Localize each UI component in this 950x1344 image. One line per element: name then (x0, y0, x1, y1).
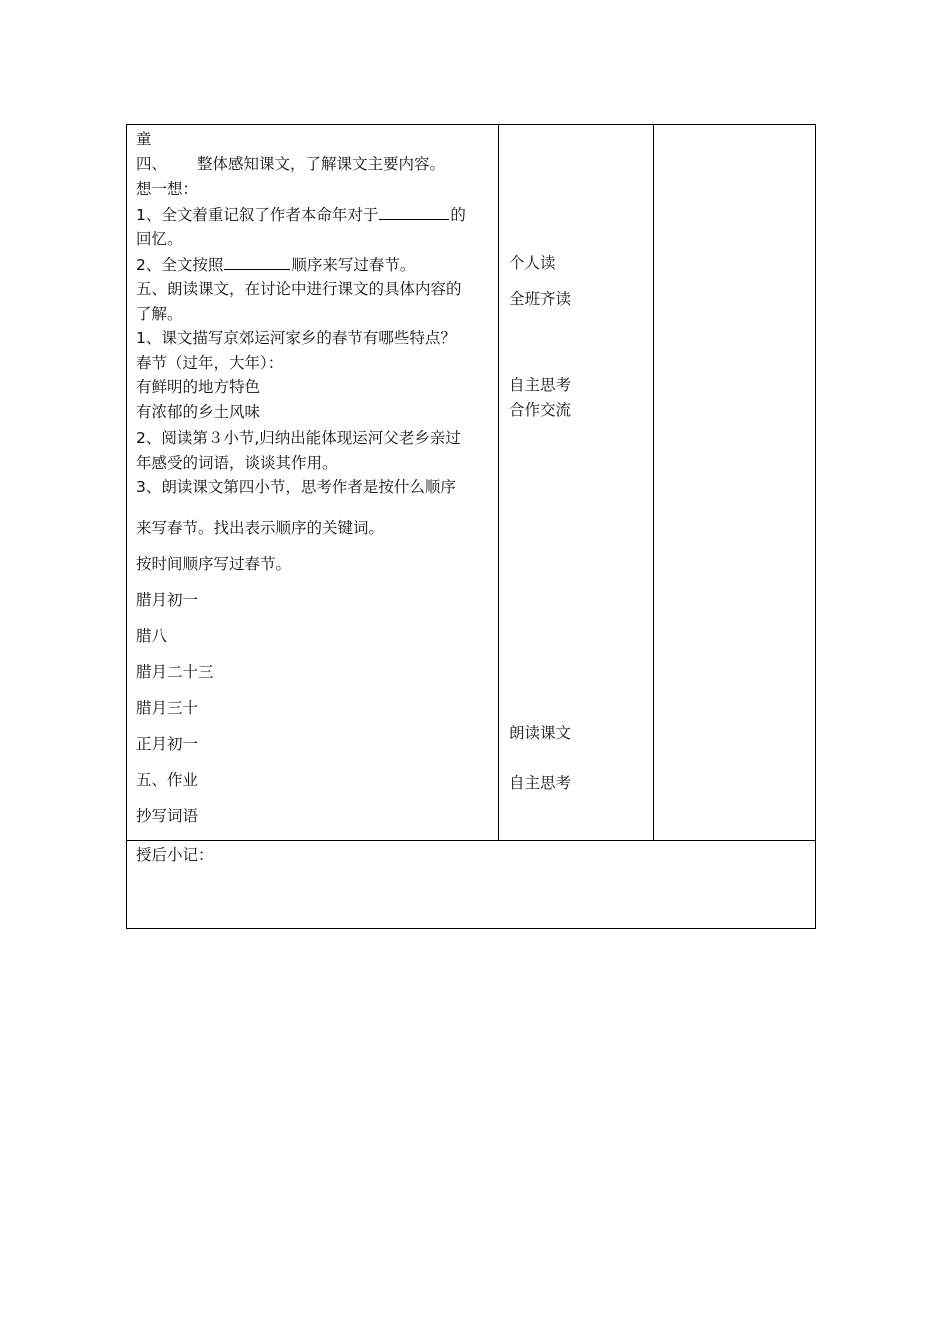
lesson-plan-table (126, 124, 816, 929)
date-item: 腊月初一 (136, 591, 199, 609)
content-line: 有鲜明的地方特色 (136, 378, 261, 396)
content-line: 想一想： (136, 180, 199, 198)
content-line: 年感受的词语，谈谈其作用。 (136, 454, 338, 472)
content-line: 回忆。 (136, 230, 183, 248)
column-divider-1 (498, 125, 499, 841)
content-line: 按时间顺序写过春节。 (136, 555, 292, 573)
post-lesson-notes-label: 授后小记： (136, 846, 214, 864)
content-line: 来写春节。找出表示顺序的关键词。 (136, 519, 385, 537)
question-text: 顺序来写过春节。 (291, 256, 416, 274)
section-heading (136, 154, 445, 174)
fill-blank (224, 254, 290, 270)
content-line: 春节（过年，大年）： (136, 354, 284, 372)
question-line: 1、课文描写京郊运河家乡的春节有哪些特点？ (136, 329, 456, 347)
activity-item: 朗读课文 (509, 724, 572, 742)
question-line (136, 254, 415, 275)
activity-item: 个人读 (509, 254, 556, 272)
question-line (136, 204, 466, 225)
content-line: 童 (136, 130, 152, 148)
date-item: 腊月三十 (136, 699, 199, 717)
section-title: 整体感知课文，了解课文主要内容。 (197, 155, 446, 173)
question-text: 的 (450, 206, 466, 224)
content-line: 抄写词语 (136, 807, 199, 825)
column-divider-2 (653, 125, 654, 841)
fill-blank (379, 204, 449, 220)
question-text: 2、全文按照 (136, 256, 224, 274)
question-line: 3、朗读课文第四小节，思考作者是按什么顺序 (136, 478, 456, 496)
question-line: 2、阅读第３小节,归纳出能体现运河父老乡亲过 (136, 429, 461, 447)
date-item: 腊月二十三 (136, 663, 214, 681)
content-line: 有浓郁的乡土风味 (136, 403, 261, 421)
activity-item: 自主思考 (509, 376, 572, 394)
activity-item: 合作交流 (509, 401, 572, 419)
content-line: 了解。 (136, 305, 183, 323)
section-heading: 五、作业 (136, 771, 199, 789)
activity-item: 全班齐读 (509, 290, 572, 308)
activity-item: 自主思考 (509, 774, 572, 792)
question-text: 1、全文着重记叙了作者本命年对于 (136, 206, 379, 224)
notes-row-divider (127, 840, 815, 841)
date-item: 正月初一 (136, 735, 199, 753)
date-item: 腊八 (136, 627, 168, 645)
section-number: 四、 (136, 155, 168, 173)
section-heading: 五、朗读课文，在讨论中进行课文的具体内容的 (136, 280, 462, 298)
